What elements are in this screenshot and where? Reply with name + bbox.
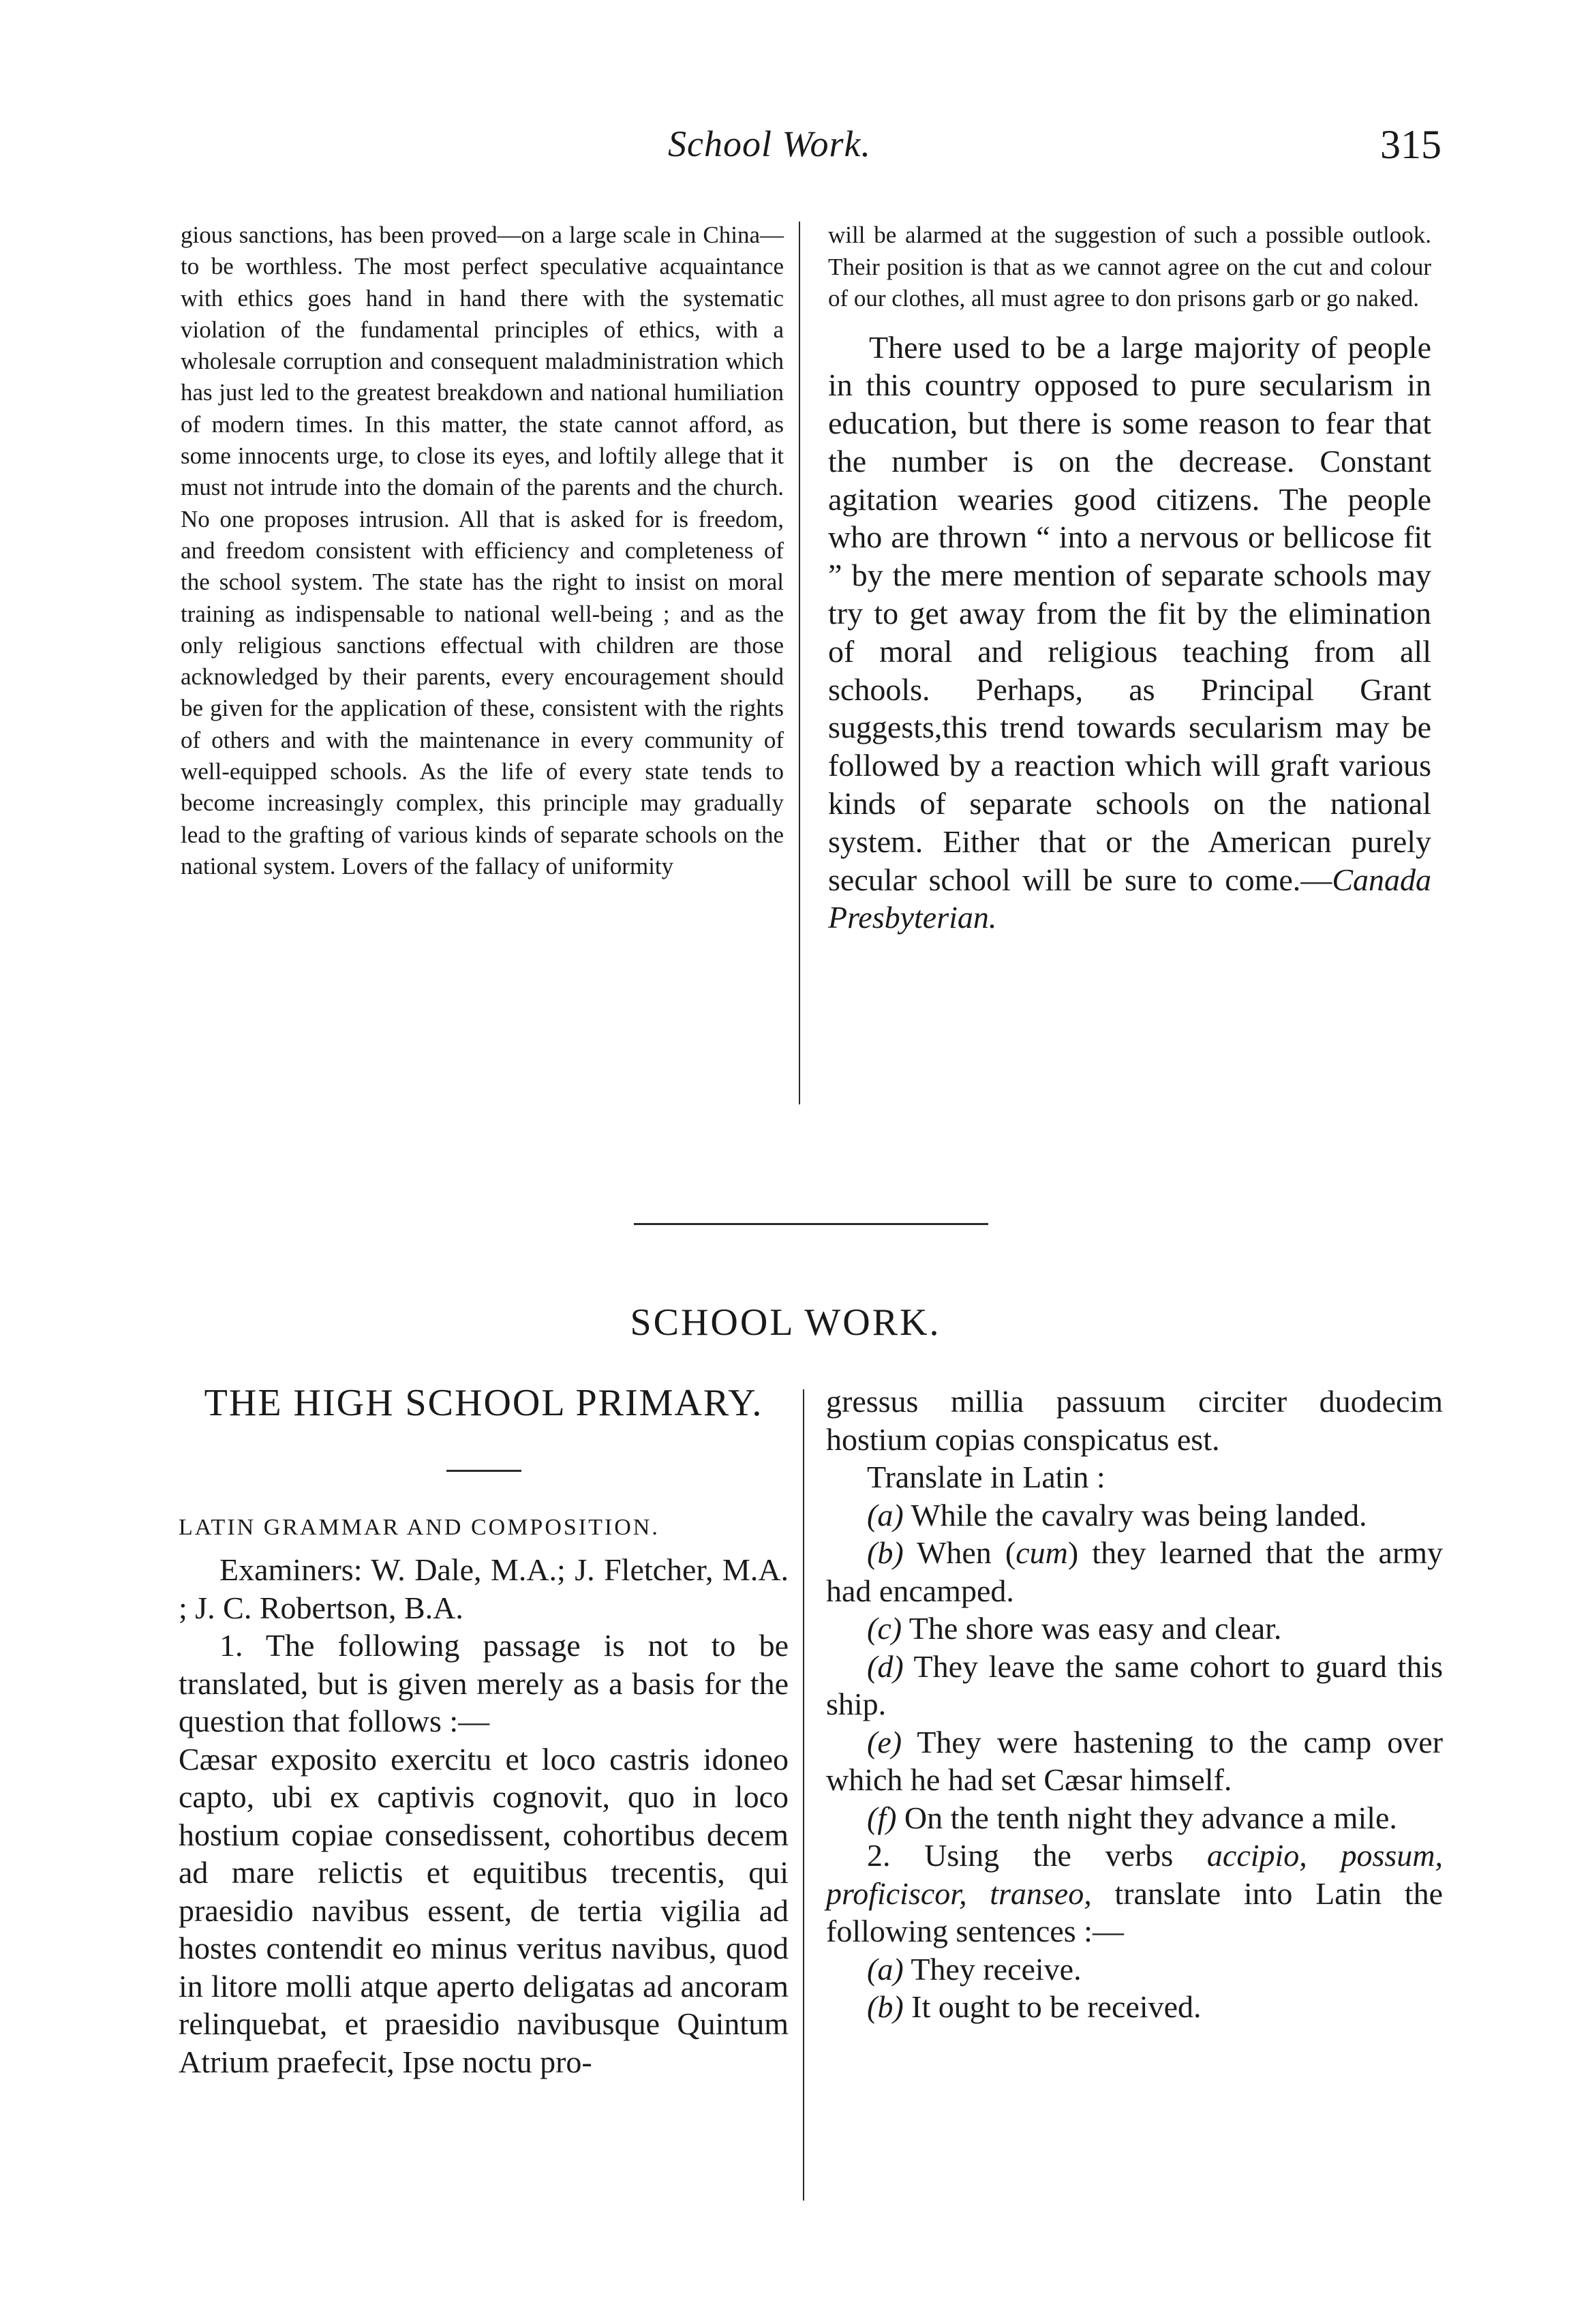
item-text-before: When (	[916, 1535, 1016, 1570]
item-label: (c)	[867, 1611, 902, 1646]
translate-prompt: Translate in Latin :	[867, 1460, 1105, 1494]
question-2-before: 2. Using the verbs	[867, 1838, 1207, 1873]
top-left-column	[181, 220, 784, 882]
column-divider-top	[799, 222, 800, 1104]
item-label: (f)	[867, 1800, 897, 1835]
question-1-intro: 1. The following passage is not to be translated, but is given merely as a basis for the question that follows :—	[179, 1628, 789, 1738]
top-left-paragraph: gious sanctions, has been proved—on a large scale in China—to be worthless. The most perfect speculative acquaintance with ethics goes hand in hand there with the systematic violation of the fundamental principles of ethics, with a wholesale corruption and consequent maladministration which has just led to the greatest breakdown and national humiliation of modern times. In this matter, the state cannot afford, as some innocents urge, to close its eyes, and loftily allege that it must not intrude into the domain of the parents and the church. No one proposes intrusion. All that is asked for is freedom, and freedom consistent with efficiency and completeness of the school system. The state has the right to insist on moral training as indispensable to national well-being ; and as the only religious sanctions effectual with children are those acknowledged by their parents, every encouragement should be given for the application of these, consistent with the rights of others and with the maintenance in every community of well-equipped schools. As the life of every state tends to become increasingly complex, this principle may gradually lead to the grafting of various kinds of separate schools on the national system. Lovers of the fallacy of uniformity	[181, 222, 784, 879]
item-text-after: ) they learned that the army had encamped.	[826, 1535, 1444, 1608]
top-right-large-text: There used to be a large majority of people in this country opposed to pure secularism in education, but there is some reason to fear that the number is on the decrease. Constant agitation wearies good citizens. The people who are thrown “ into a nervous or bellicose fit ” by the mere mention of separate schools may try to get away from the fit by the elimination of moral and religious teaching from all schools. Perhaps, as Principal Grant suggests,this trend towards secularism may be followed by a reaction which will graft various kinds of separate schools on the national system. Either that or the American purely secular school will be sure to come.—	[828, 329, 1431, 897]
item-text: They were hastening to the camp over which he had set Cæsar himself.	[826, 1724, 1444, 1797]
page-number: 315	[1380, 122, 1442, 167]
column-divider-bottom	[803, 1389, 804, 2201]
item-label: (e)	[867, 1724, 902, 1760]
question-2-after: translate into Latin the following sentences :—	[826, 1875, 1443, 1948]
item-label: (b)	[867, 1989, 904, 2024]
bottom-left-column	[179, 1383, 789, 2081]
item-text: The shore was easy and clear.	[909, 1611, 1282, 1646]
item-text: It ought to be received.	[911, 1989, 1202, 2024]
translation-item-c	[826, 1610, 1443, 1648]
item-italic-word: cum	[1016, 1535, 1068, 1570]
latin-passage: Cæsar exposito exercitu et loco castris idoneo capto, ubi ex captivis cognovit, quo in loco hostium copiae consedissent, cohortibus decem ad mare relictis et equitibus trecentis, qui praesidio navibus essent, de tertia vigilia ad hostes contendit eo minus veritus navibus, quod in litore molli atque aperto deligatas ad ancoram relinquebat, et praesidio navibusque Quintum Atrium praefecit, Ipse noctu pro-	[179, 1741, 789, 2079]
section-separator-rule	[634, 1223, 988, 1225]
item-label: (a)	[867, 1951, 904, 1987]
item-label: (a)	[867, 1497, 904, 1533]
sentence-item-a	[826, 1950, 1443, 1989]
translation-item-b	[826, 1534, 1443, 1610]
exam-subheading: LATIN GRAMMAR AND COMPOSITION.	[179, 1515, 660, 1540]
question-2	[826, 1837, 1443, 1950]
item-text: While the cavalry was being landed.	[911, 1497, 1367, 1533]
item-text: On the tenth night they advance a mile.	[904, 1800, 1397, 1835]
bottom-right-column	[826, 1383, 1443, 2026]
sentence-item-b	[826, 1988, 1443, 2026]
examiners-line: Examiners: W. Dale, M.A.; J. Fletcher, M.A. ; J. C. Robertson, B.A.	[179, 1552, 789, 1625]
item-text: They leave the same cohort to guard this ship.	[826, 1648, 1443, 1721]
item-text: They receive.	[911, 1951, 1082, 1987]
translation-item-a	[826, 1496, 1443, 1535]
running-head: School Work.	[668, 123, 871, 164]
top-right-small-paragraph: will be alarmed at the suggestion of such a possible outlook. Their position is that as we cannot agree on the cut and colour of our clothes, all must agree to don prisons garb or go naked.	[828, 222, 1431, 312]
translation-item-e	[826, 1723, 1443, 1799]
latin-continuation: gressus millia passuum circiter duodecim hostium copias conspicatus est.	[826, 1384, 1443, 1457]
translation-item-d	[826, 1648, 1443, 1723]
source-citation: Canada Presbyterian.	[828, 862, 1431, 935]
top-right-column	[828, 220, 1431, 937]
exam-heading: THE HIGH SCHOOL PRIMARY.	[204, 1382, 763, 1424]
top-right-large-paragraph	[828, 329, 1431, 937]
translation-item-f	[826, 1799, 1443, 1837]
item-label: (d)	[867, 1648, 904, 1684]
question-2-verbs: accipio, possum, proficiscor, transeo,	[826, 1838, 1443, 1911]
section-title: SCHOOL WORK.	[630, 1301, 941, 1344]
item-label: (b)	[867, 1535, 904, 1570]
heading-rule	[446, 1470, 521, 1472]
